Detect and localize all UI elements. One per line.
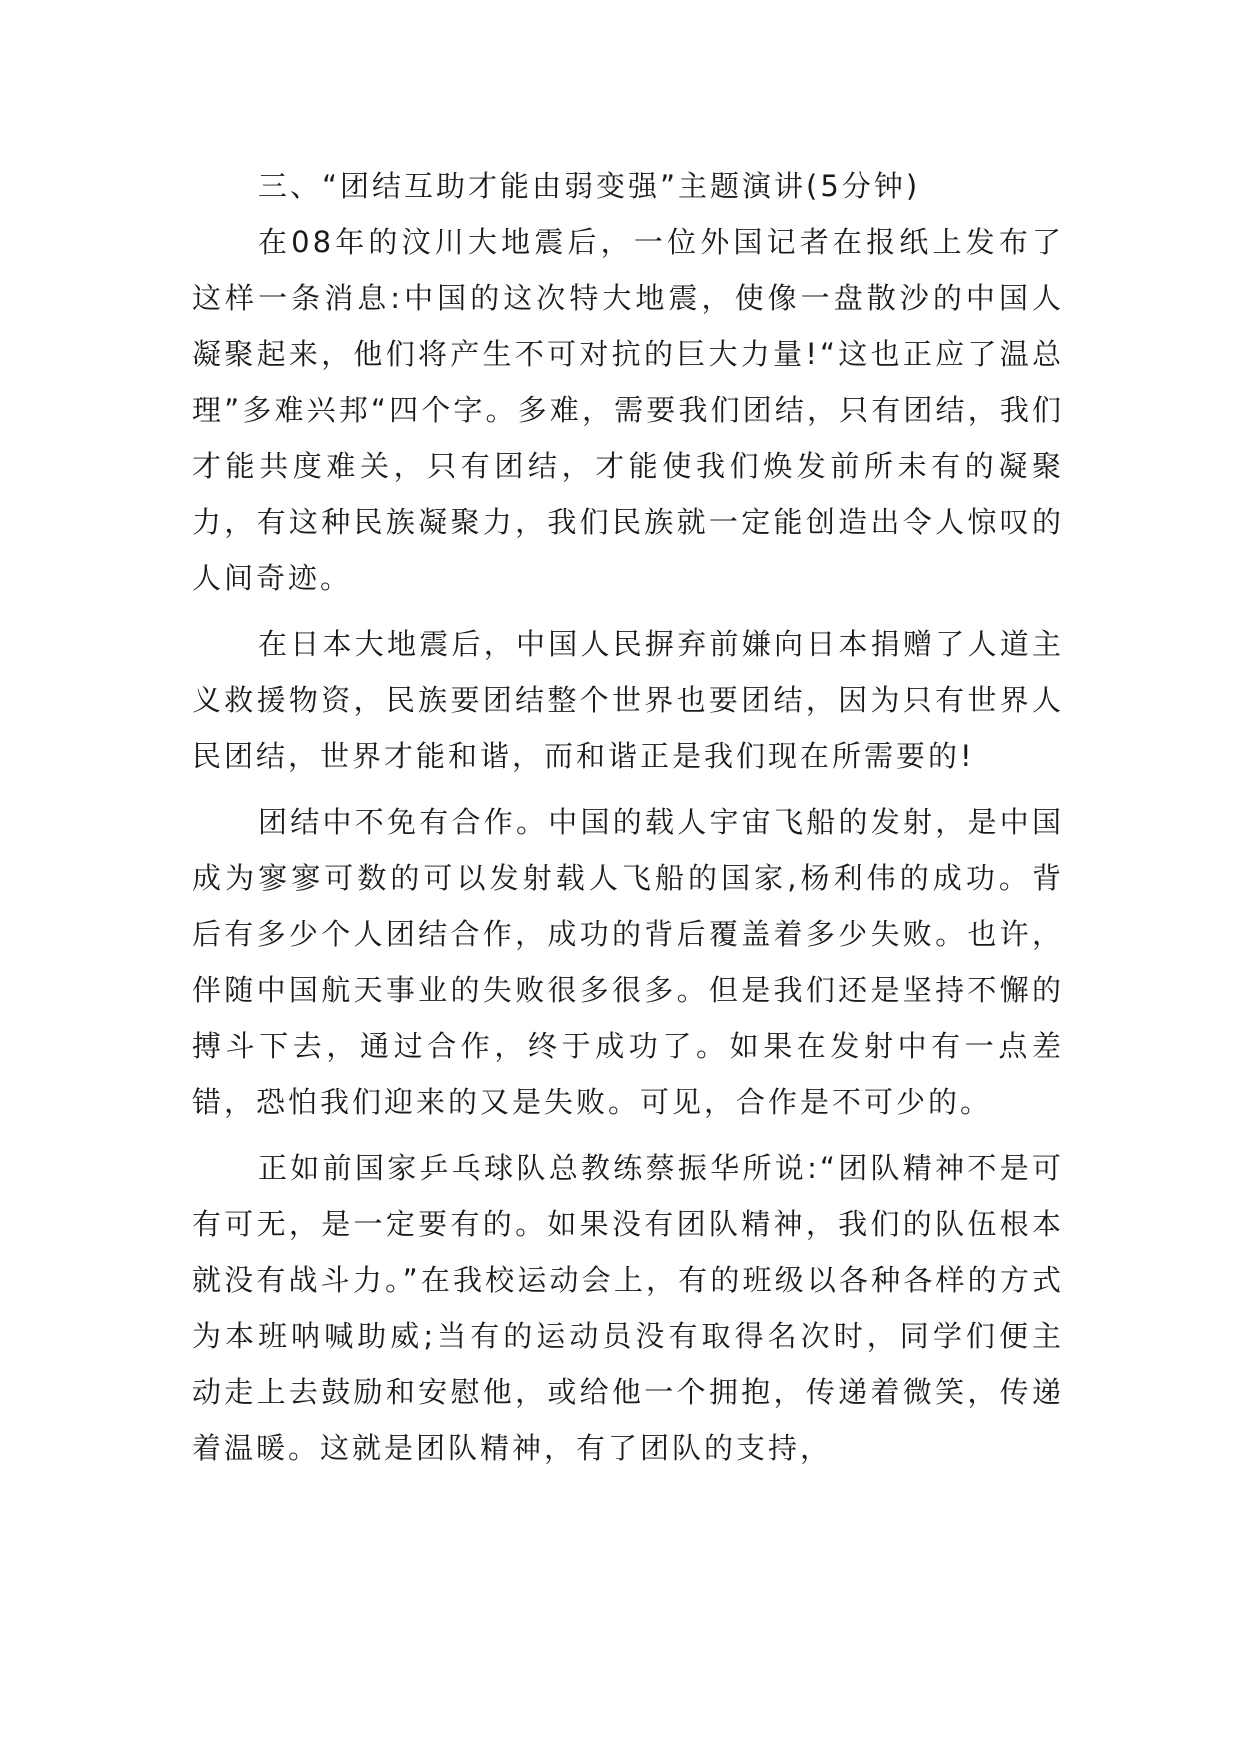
paragraph-team-spirit: 正如前国家乒乓球队总教练蔡振华所说:“团队精神不是可有可无，是一定要有的。如果没有团队精神，我们的队伍根本就没有战斗力。”在我校运动会上，有的班级以各种各样的方式为本班呐喊助威;当有的运动员没有取得名次时，同学们便主动走上去鼓励和安慰他，或给他一个拥抱，传递着微笑，传递着温暖。这就是团队精神，有了团队的支持， xyxy=(192,1151,1064,1465)
paragraph-japan-earthquake: 在日本大地震后，中国人民摒弃前嫌向日本捐赠了人道主义救援物资，民族要团结整个世界也要团结，因为只有世界人民团结，世界才能和谐，而和谐正是我们现在所需要的! xyxy=(192,627,1064,773)
section-heading: 三、“团结互助才能由弱变强”主题演讲(5分钟) xyxy=(258,169,921,203)
paragraph-spaceflight-cooperation: 团结中不免有合作。中国的载人宇宙飞船的发射，是中国成为寥寥可数的可以发射载人飞船的国家,杨利伟的成功。背后有多少个人团结合作，成功的背后覆盖着多少失败。也许，伴随中国航天事业的失败很多很多。但是我们还是坚持不懈的搏斗下去，通过合作，终于成功了。如果在发射中有一点差错，恐怕我们迎来的又是失败。可见，合作是不可少的。 xyxy=(192,805,1064,1119)
paragraph-wenchuan-earthquake: 在08年的汶川大地震后，一位外国记者在报纸上发布了这样一条消息:中国的这次特大地震，使像一盘散沙的中国人凝聚起来，他们将产生不可对抗的巨大力量!“这也正应了温总理”多难兴邦“四个字。多难，需要我们团结，只有团结，我们才能共度难关，只有团结，才能使我们焕发前所未有的凝聚力，有这种民族凝聚力，我们民族就一定能创造出令人惊叹的人间奇迹。 xyxy=(192,225,1064,595)
document-body xyxy=(192,158,1064,1476)
